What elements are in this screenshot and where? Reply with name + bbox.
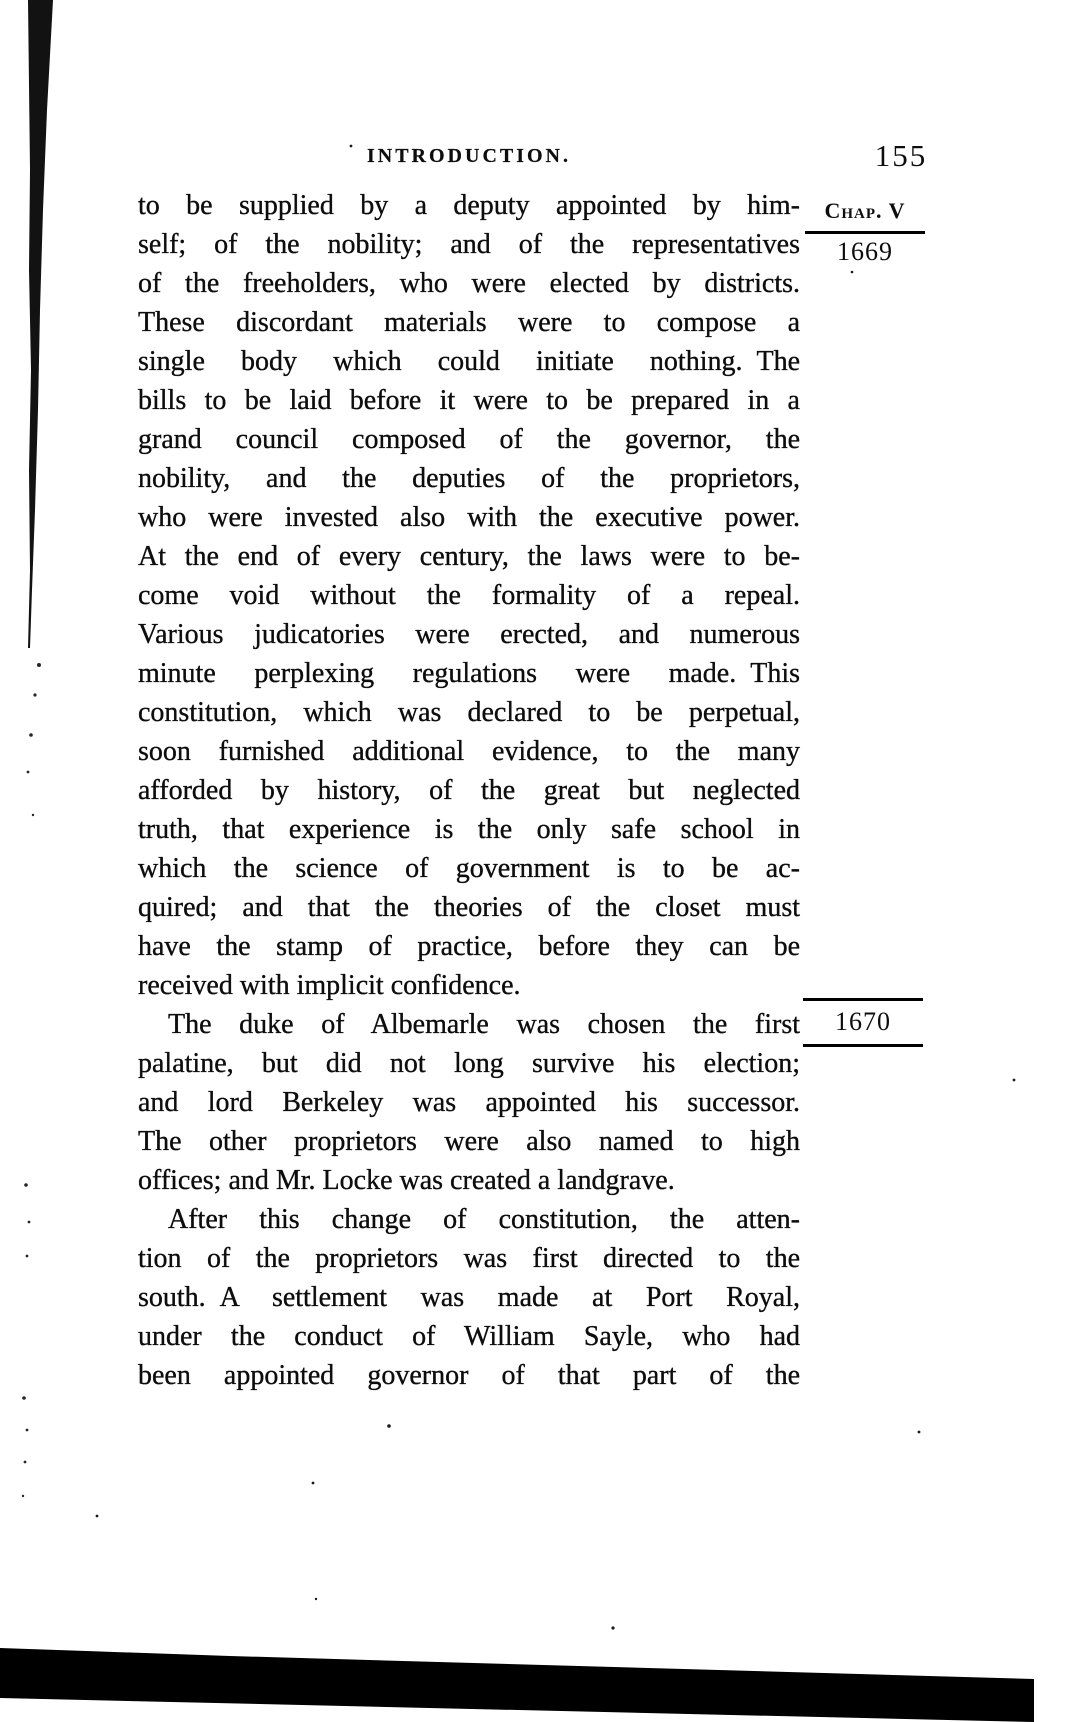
text-line: single body which could initiate nothing. The [138, 346, 800, 377]
text-line: received with implicit confidence. [138, 970, 521, 1001]
text-line: afforded by history, of the great but neglected [138, 775, 800, 806]
text-line: constitution, which was declared to be perpetual, [138, 697, 800, 728]
text-line: tion of the proprietors was first directed to the [138, 1243, 800, 1274]
running-header: INTRODUCTION. [366, 145, 572, 167]
text-line: bills to be laid before it were to be prepared in a [138, 385, 800, 416]
text-line: These discordant materials were to compose a [138, 307, 800, 338]
text-line: have the stamp of practice, before they can be [138, 931, 800, 962]
margin-rule [803, 1044, 923, 1047]
text-line: self; of the nobility; and of the representatives [138, 229, 800, 260]
paragraph [138, 1200, 800, 1395]
text-line: quired; and that the theories of the closet must [138, 892, 800, 923]
bottom-scan-bar-artifact [0, 1648, 1034, 1722]
text-line: soon furnished additional evidence, to the many [138, 736, 800, 767]
text-column [138, 186, 800, 1395]
text-line: The other proprietors were also named to high [138, 1126, 800, 1157]
binding-streak-artifact [22, 0, 53, 1497]
text-line: who were invested also with the executive power. [138, 502, 800, 533]
text-line: grand council composed of the governor, the [138, 424, 800, 455]
margin-rule [803, 998, 923, 1001]
text-line: The duke of Albemarle was chosen the first [168, 1009, 800, 1040]
text-line: At the end of every century, the laws were to be- [138, 541, 800, 572]
text-line: under the conduct of William Sayle, who had [138, 1321, 800, 1352]
text-line: which the science of government is to be ac- [138, 853, 800, 884]
paragraph [138, 1005, 800, 1200]
text-line: truth, that experience is the only safe school in [138, 814, 800, 845]
margin-note-chapter: Chap. V [824, 198, 906, 223]
text-line: After this change of constitution, the atten- [168, 1204, 800, 1235]
margin-note-year-1669: 1669 [837, 237, 893, 266]
text-line: of the freeholders, who were elected by districts. [138, 268, 800, 299]
text-line: palatine, but did not long survive his election; [138, 1048, 800, 1079]
margin-rule [805, 231, 925, 234]
page-number: 155 [874, 138, 928, 173]
text-line: nobility, and the deputies of the proprietors, [138, 463, 800, 494]
text-line: offices; and Mr. Locke was created a landgrave. [138, 1165, 675, 1196]
text-line: minute perplexing regulations were made. This [138, 658, 800, 689]
text-line: to be supplied by a deputy appointed by him- [138, 190, 800, 221]
text-line: and lord Berkeley was appointed his successor. [138, 1087, 800, 1118]
text-line: come void without the formality of a repeal. [138, 580, 800, 611]
text-line: been appointed governor of that part of the [138, 1360, 800, 1391]
paragraph [138, 186, 800, 1005]
text-line: south. A settlement was made at Port Royal, [138, 1282, 800, 1313]
margin-note-year-1670: 1670 [835, 1007, 891, 1036]
text-line: Various judicatories were erected, and numerous [138, 619, 800, 650]
